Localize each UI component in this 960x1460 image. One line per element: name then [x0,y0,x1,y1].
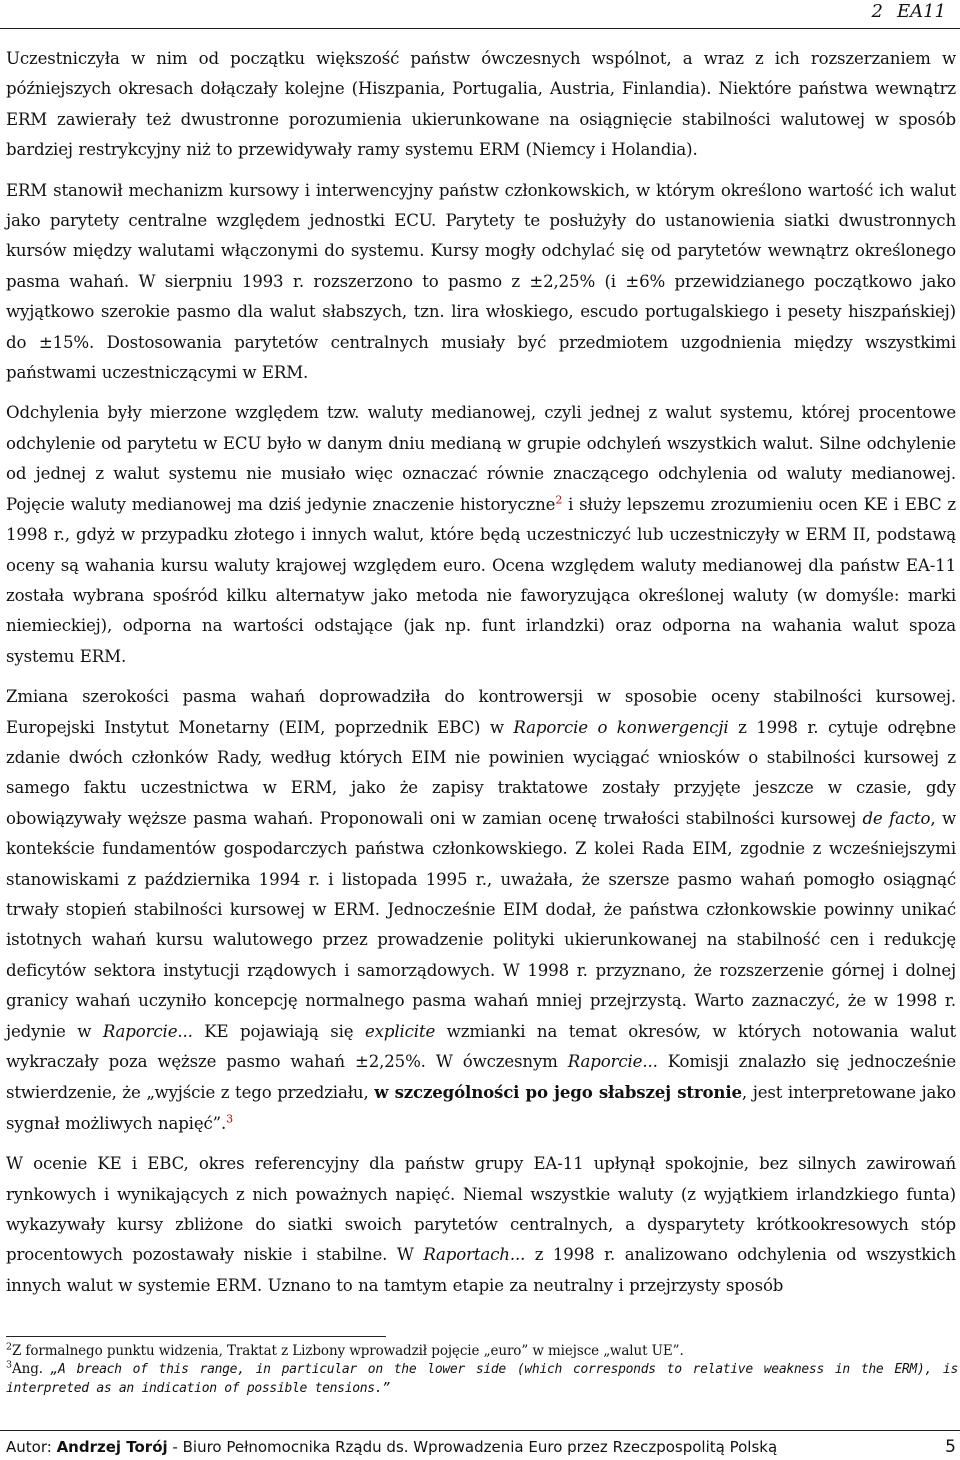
footnote-number: 2 [6,1341,12,1353]
paragraph-text: Zmiana szerokości pasma wahań doprowadziła do kontrowersji w sposobie oceny stabilności kursowej. Europejski Instytut Monetarny (EIM, poprzednik EBC) w [6,687,956,737]
paragraph-text: KE pojawiają się [192,1021,365,1041]
body-text [6,44,956,1311]
report-title-emphasis: Raporcie o konwergencji [513,717,729,737]
footer-author-label: Autor: [6,1438,57,1456]
paragraph-erm-mechanism [6,176,956,389]
paragraph-band-controversy [6,682,956,1139]
footnote-number: 3 [6,1359,12,1371]
report-emphasis: Raporcie... [567,1052,658,1071]
page-footer [6,1437,956,1459]
footnote-3 [6,1360,958,1398]
de-facto-emphasis: de facto [862,808,931,828]
reports-emphasis: Raportach... [423,1245,526,1265]
paragraph-text: Odchylenia były mierzone względem tzw. waluty medianowej, czyli jednej z walut systemu, której procentowe odchylenie od parytetu w ECU było w danym dniu medianą w grupie odchyleń wszystkich walut. Silne odchylenie od jednej z walut systemu nie musiało więc oznaczać równie znaczącego odchylenia od waluty medianowej. Pojęcie waluty medianowej ma dziś jedynie znaczenie historyczne [6,403,956,514]
footnote-rule [6,1336,386,1337]
paragraph-text: ERM stanowił mechanizm kursowy i interwencyjny państw członkowskich, w którym określono wartość ich walut jako parytety centralne względem jednostki ECU. Parytety te posłużyły do ustanowienia siatki dwustronnych kursów między walutami włączonymi do systemu. Kursy mogły odchylać się od parytetów wewnątrz określonego pasma wahań. W sierpniu 1993 r. rozszerzono to pasmo z ±2,25% (i ±6% przewidzianego początkowo jako wyjątkowo szerokie pasmo dla walut słabszych, tzn. lira włoskiego, escudo portugalskiego i pesety hiszpańskiej) do ±15%. Dostosowania parytetów centralnych musiały być przedmiotem uzgodnienia między wszystkimi państwami uczestniczącymi w ERM. [6,180,956,383]
footer-page-number: 5 [945,1437,956,1457]
paragraph-text: wzmianki na temat okresów, w których notowania walut wykraczały poza węższe pasmo wahań ±2,25%. W ówczesnym [6,1021,956,1071]
footer-author-name: Andrzej Torój [56,1438,168,1456]
paragraph-text: Uczestniczyła w nim od początku większość państw ówczesnych wspólnot, a wraz z ich rozszerzaniem w późniejszych okresach dołączały kolejne (Hiszpania, Portugalia, Austria, Finlandia). Niektóre państwa wewnątrz ERM zawierały też dwustronne porozumienia ukierunkowane na osiągnięcie stabilności walutowej w sposób bardziej restrykcyjny niż to przewidywały ramy systemu ERM (Niemcy i Holandia). [6,49,956,160]
paragraph-text: , jest interpretowane jako sygnał możliwych napięć”. [6,1083,957,1133]
footnote-ref-2[interactable]: 2 [555,493,563,507]
paragraph-text: , w kontekście fundamentów gospodarczych państwa członkowskiego. Z kolei Rada EIM, zgodnie z wcześniejszymi stanowiskami z października 1994 r. i listopada 1995 r., uważała, że szersze pasmo wahań pomogło osiągnąć trwały stopień stabilności kursowej w ERM. Jednocześnie EIM dodał, że państwa członkowskie powinny unikać istotnych wahań kursu walutowego przez prowadzenie polityki ukierunkowanej na stabilność cen i redukcję deficytów sektora instytucji rządowych i samorządowych. W 1998 r. przyznano, że rozszerzenie górnej i dolnej granicy wahań uczyniło koncepcję normalnego pasma wahań mniej przejrzystą. Warto zaznaczyć, że w 1998 r. jedynie w [6,808,957,1041]
explicite-emphasis: explicite [365,1021,436,1041]
footnote-text: Z formalnego punktu widzenia, Traktat z Lizbony wprowadził pojęcie „euro” w miejsce „walut UE”. [11,1343,684,1359]
footnote-quote: „A breach of this range, in particular on the lower side (which corresponds to relative weakness in the ERM), is interpreted as an indication of possible tensions.” [6,1362,958,1396]
footnote-2 [6,1342,958,1360]
paragraph-participation [6,44,956,166]
paragraph-text: z 1998 r. cytuje odrębne zdanie dwóch członków Rady, według których EIM nie powinien wyciągać wniosków o stabilności kursowej z samego faktu uczestnictwa w ERM, jako że zapisy traktatowe zostały przyjęte jeszcze w czasie, gdy obowiązywały węższe pasma wahań. Proponowali oni w zamian ocenę trwałości stabilności kursowej [6,717,956,828]
footer-rule [0,1430,960,1431]
report-emphasis: Raporcie... [102,1021,193,1041]
paragraph-text: z 1998 r. analizowano odchylenia od wszystkich innych walut w systemie ERM. Uznano to na tamtym etapie za neutralny i przejrzysty sposób [6,1245,956,1295]
footer-affiliation: - Biuro Pełnomocnika Rządu ds. Wprowadzenia Euro przez Rzeczpospolitą Polską [167,1438,778,1456]
footnote-prefix: Ang. [11,1361,51,1377]
header-rule [0,28,960,29]
bold-emphasis: w szczególności po jego słabszej stronie [374,1082,742,1103]
paragraph-median-currency [6,398,956,672]
running-header [872,0,947,28]
paragraph-text: Komisji znalazło się jednocześnie stwierdzenie, że „wyjście z tego przedziału, [6,1052,956,1103]
footnote-ref-3[interactable]: 3 [226,1112,233,1126]
header-section-code: EA11 [896,1,946,22]
paragraph-text: W ocenie KE i EBC, okres referencyjny dla państw grupy EA-11 upłynął spokojnie, bez silnych zawirowań rynkowych i wynikających z nich poważnych napięć. Niemal wszystkie waluty (z wyjątkiem irlandzkiego funta) wykazywały kursy zbliżone do siatki swoich parytetów centralnych, a dysparytety krótkookresowych stóp procentowych pozostawały niskie i stabilne. W [6,1154,956,1265]
header-page-number: 2 [871,1,883,22]
paragraph-text: i służy lepszemu zrozumieniu ocen KE i EBC z 1998 r., gdyż w przypadku złotego i innych walut, które będą uczestniczyć lub uczestniczyły w ERM II, podstawą oceny są wahania kursu waluty krajowej względem euro. Ocena względem waluty medianowej dla państw EA-11 została wybrana spośród kilku alternatyw jako metoda nie faworyzująca określonej waluty (w domyśle: marki niemieckiej), odporna na wartości odstające (jak np. funt irlandzki) oraz odporna na wahania walut spoza systemu ERM. [6,494,956,666]
footnotes [6,1342,958,1398]
paragraph-assessment [6,1149,956,1301]
